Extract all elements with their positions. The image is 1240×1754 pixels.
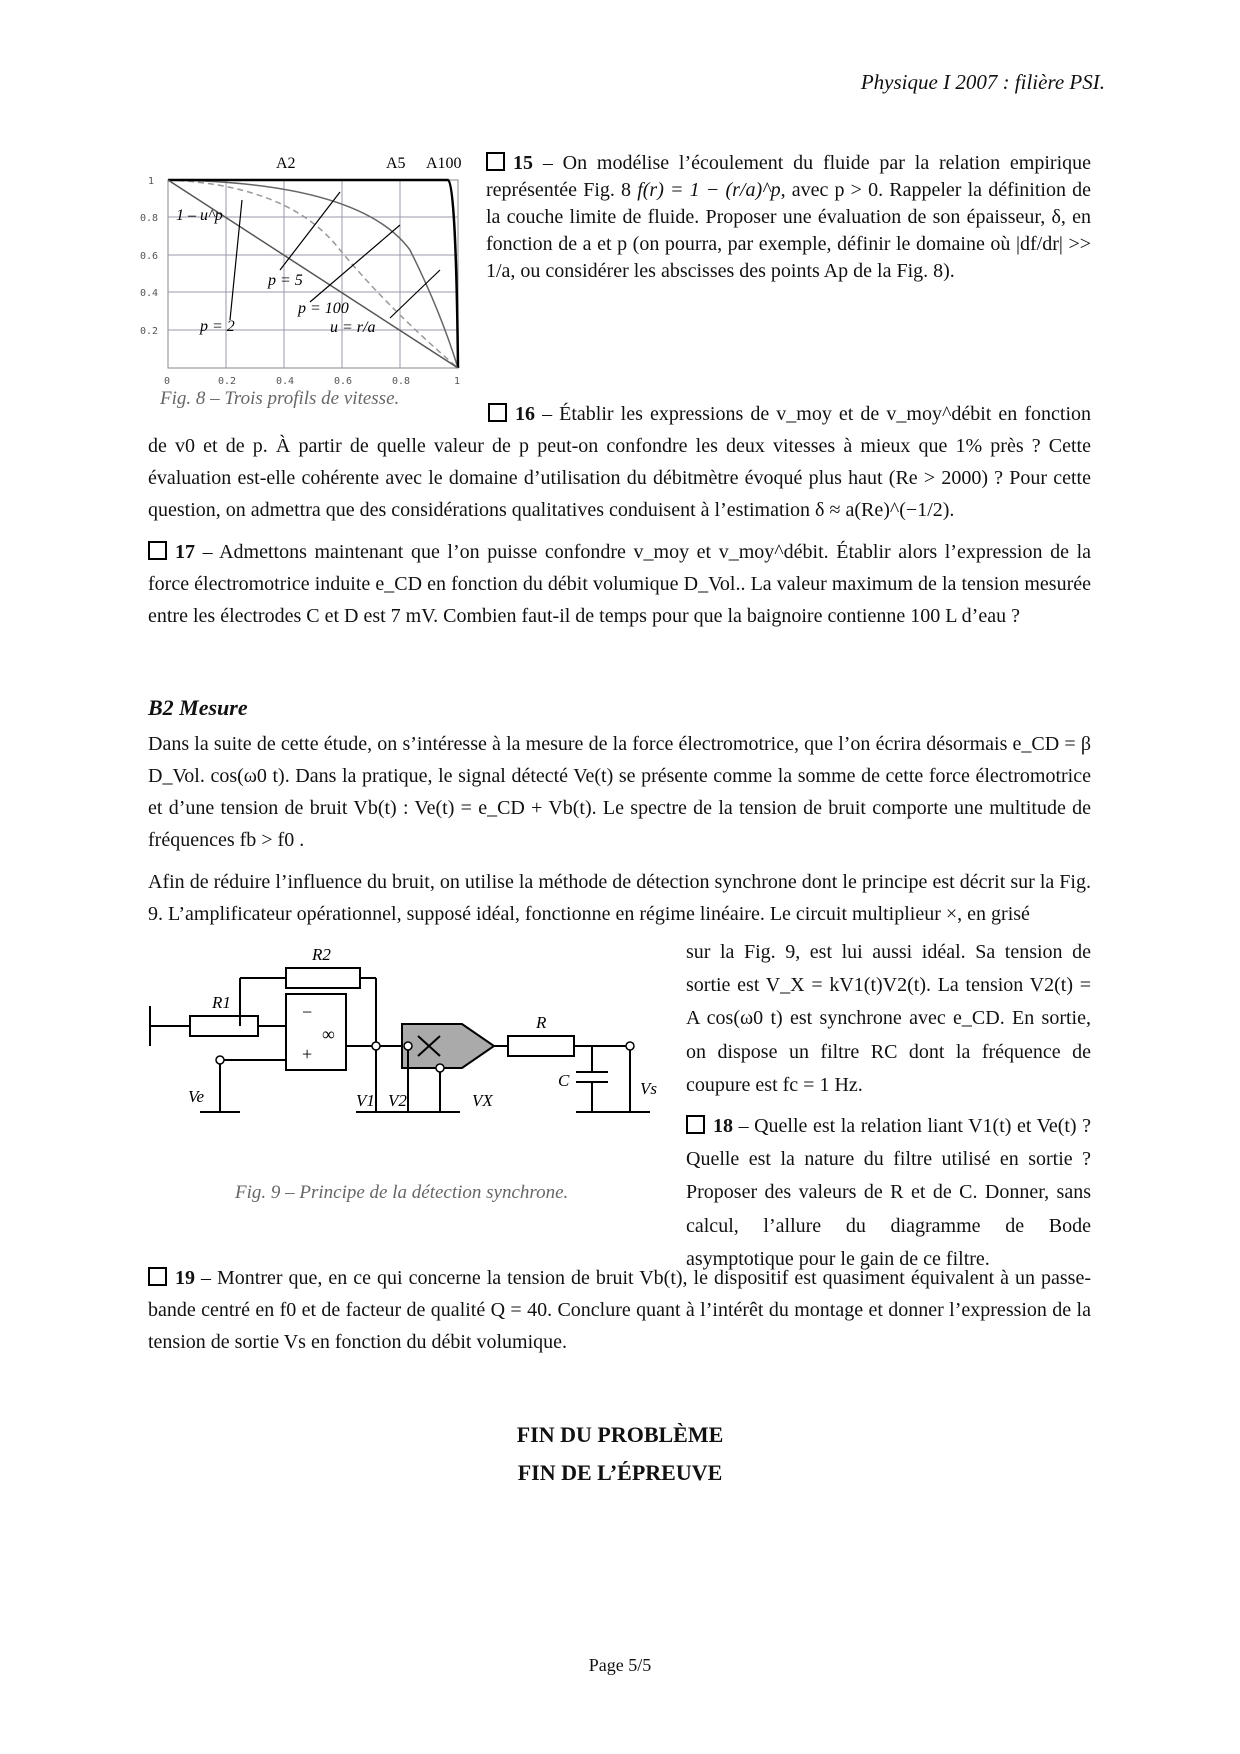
question-17: 17 – Admettons maintenant que l’on puisse confondre v_moy et v_moy^débit. Établir alors l’expression de la force électromotrice induite e_CD en fonction du débit volumique D_Vol.. La valeur maximum de la tension mesurée entre les électrodes C et D est 7 mV. Combien faut-il de temps pour que la baignoire contienne 100 L d’eau ? — [148, 541, 1092, 627]
checkbox-icon — [686, 1115, 705, 1134]
page-number: Page 5/5 — [588, 1655, 652, 1675]
xtick: 1 — [454, 376, 461, 387]
label-c: C — [558, 1071, 570, 1090]
label-one-minus: 1 – u^p — [176, 207, 223, 224]
q15-text-1: – On modélise l’écoulement du fluide par la relation empirique représentée Fig. 8 — [486, 152, 1092, 201]
checkbox-icon — [486, 152, 505, 171]
label-r1: R1 — [212, 993, 231, 1012]
ytick: 0.2 — [140, 326, 159, 337]
ytick: 0.6 — [140, 251, 159, 262]
figure-9-text — [686, 936, 1091, 1276]
figure-8-caption: Fig. 8 – Trois profils de vitesse. — [160, 388, 400, 409]
section-title: B2 Mesure — [148, 695, 248, 720]
question-number: 15 — [513, 152, 533, 174]
op-amp-infinity: ∞ — [322, 1024, 335, 1044]
label-vs: Vs — [640, 1079, 657, 1098]
label-ve: Ve — [188, 1087, 205, 1106]
q15-text-2: , avec p > 0. Rappeler la définition de la couche limite de fluide. Proposer une évaluation de son épaisseur, δ, en fonction de a et p (on pourra, par exemple, définir le domaine où |df/dr| >> 1/a, ou considérer les abscisses des points Ap de la Fig. 8). — [486, 179, 1091, 282]
label-p100: p = 100 — [298, 300, 349, 317]
label-a5: A5 — [386, 155, 406, 172]
op-amp-plus: + — [302, 1044, 313, 1064]
page-header: Physique I 2007 : filière PSI. — [860, 70, 1105, 94]
question-16: 16 – Établir les expressions de v_moy et de v_moy^débit en fonction de v0 et de p. À partir de quelle valeur de p peut-on confondre les deux vitesses à mieux que 1% près ? Cette évaluation est-elle cohérente avec le domaine d’utilisation du débitmètre évoqué plus haut (Re > 2000) ? Pour cette question, on admettra que des considérations qualitatives conduisent à l’estimation δ ≈ a(Re)^(−1/2). — [148, 403, 1091, 521]
label-a100: A100 — [426, 155, 462, 172]
ytick: 1 — [148, 176, 155, 187]
checkbox-icon — [148, 541, 167, 560]
label-a2: A2 — [276, 155, 296, 172]
checkbox-icon — [148, 1267, 167, 1286]
xtick: 0 — [164, 376, 171, 387]
xtick: 0.4 — [276, 376, 295, 387]
question-18-start: 18 – Quelle est la relation liant V1(t) et Ve(t) ? Quelle est la nature du filtre utilisé en sortie ? Proposer des valeurs de R et de C. Donner, sans calcul, l’allure du diagramme de Bode asymptotique pour le gain de ce filtre. — [686, 1114, 1092, 1270]
question-15 — [486, 150, 1091, 285]
end-of-exam: FIN DE L’ÉPREUVE — [517, 1460, 723, 1485]
paragraph-2-continued: sur la Fig. 9, est lui aussi idéal. Sa tension de sortie est V_X = kV1(t)V2(t). La tension V2(t) = A cos(ω0 t) est synchrone avec e_CD. En sortie, on dispose un filtre RC dont la fréquence de coupure est fc = 1 Hz. — [686, 941, 1091, 1096]
resistor-r2 — [286, 968, 360, 988]
op-amp — [286, 994, 346, 1070]
checkbox-icon — [488, 403, 507, 422]
label-p5: p = 5 — [268, 272, 303, 289]
figure-9-caption: Fig. 9 – Principe de la détection synchrone. — [235, 1182, 569, 1203]
ytick: 0.4 — [140, 288, 159, 299]
questions-16-17 — [148, 398, 1091, 642]
ytick: 0.8 — [140, 213, 159, 224]
resistor-r1 — [190, 1016, 258, 1036]
question-19: 19 – Montrer que, en ce qui concerne la tension de bruit Vb(t), le dispositif est quasiment équivalent à un passe-bande centré en f0 et de facteur de qualité Q = 40. Conclure quant à l’intérêt du montage et donner l’expression de la tension de sortie Vs en fonction du débit volumique. — [148, 1267, 1091, 1353]
xtick: 0.2 — [218, 376, 237, 387]
xtick: 0.8 — [392, 376, 411, 387]
resistor-r — [508, 1036, 574, 1056]
figure-9-circuit — [140, 936, 680, 1176]
xtick: 0.6 — [334, 376, 353, 387]
end-of-problem: FIN DU PROBLÈME — [516, 1422, 724, 1447]
label-p2: p = 2 — [200, 318, 235, 335]
figure-8-velocity-profiles — [140, 150, 470, 410]
measure-paragraphs — [148, 728, 1091, 940]
label-vx: VX — [472, 1091, 493, 1110]
label-r2: R2 — [312, 945, 331, 964]
paragraph-1: Dans la suite de cette étude, on s’intéresse à la mesure de la force électromotrice, que l’on écrira désormais e_CD = β D_Vol. cos(ω0 t). Dans la pratique, le signal détecté Ve(t) se présente comme la somme de cette force électromotrice et d’une tension de bruit Vb(t) : Ve(t) = e_CD + Vb(t). Le spectre de la tension de bruit comporte une multitude de fréquences fb > f0 . — [148, 733, 1091, 851]
label-v1: V1 — [356, 1091, 375, 1110]
label-r: R — [536, 1013, 547, 1032]
multiplier — [402, 1024, 494, 1068]
label-u-ra: u = r/a — [330, 319, 376, 336]
label-v2: V2 — [388, 1091, 407, 1110]
q15-formula: f(r) = 1 − (r/a)^p — [637, 179, 781, 201]
paragraph-2: Afin de réduire l’influence du bruit, on utilise la méthode de détection synchrone dont le principe est décrit sur la Fig. 9. L’amplificateur opérationnel, supposé idéal, fonctionne en régime linéaire. Le circuit multiplieur ×, en grisé — [148, 871, 1091, 925]
op-amp-minus: − — [302, 1002, 313, 1022]
